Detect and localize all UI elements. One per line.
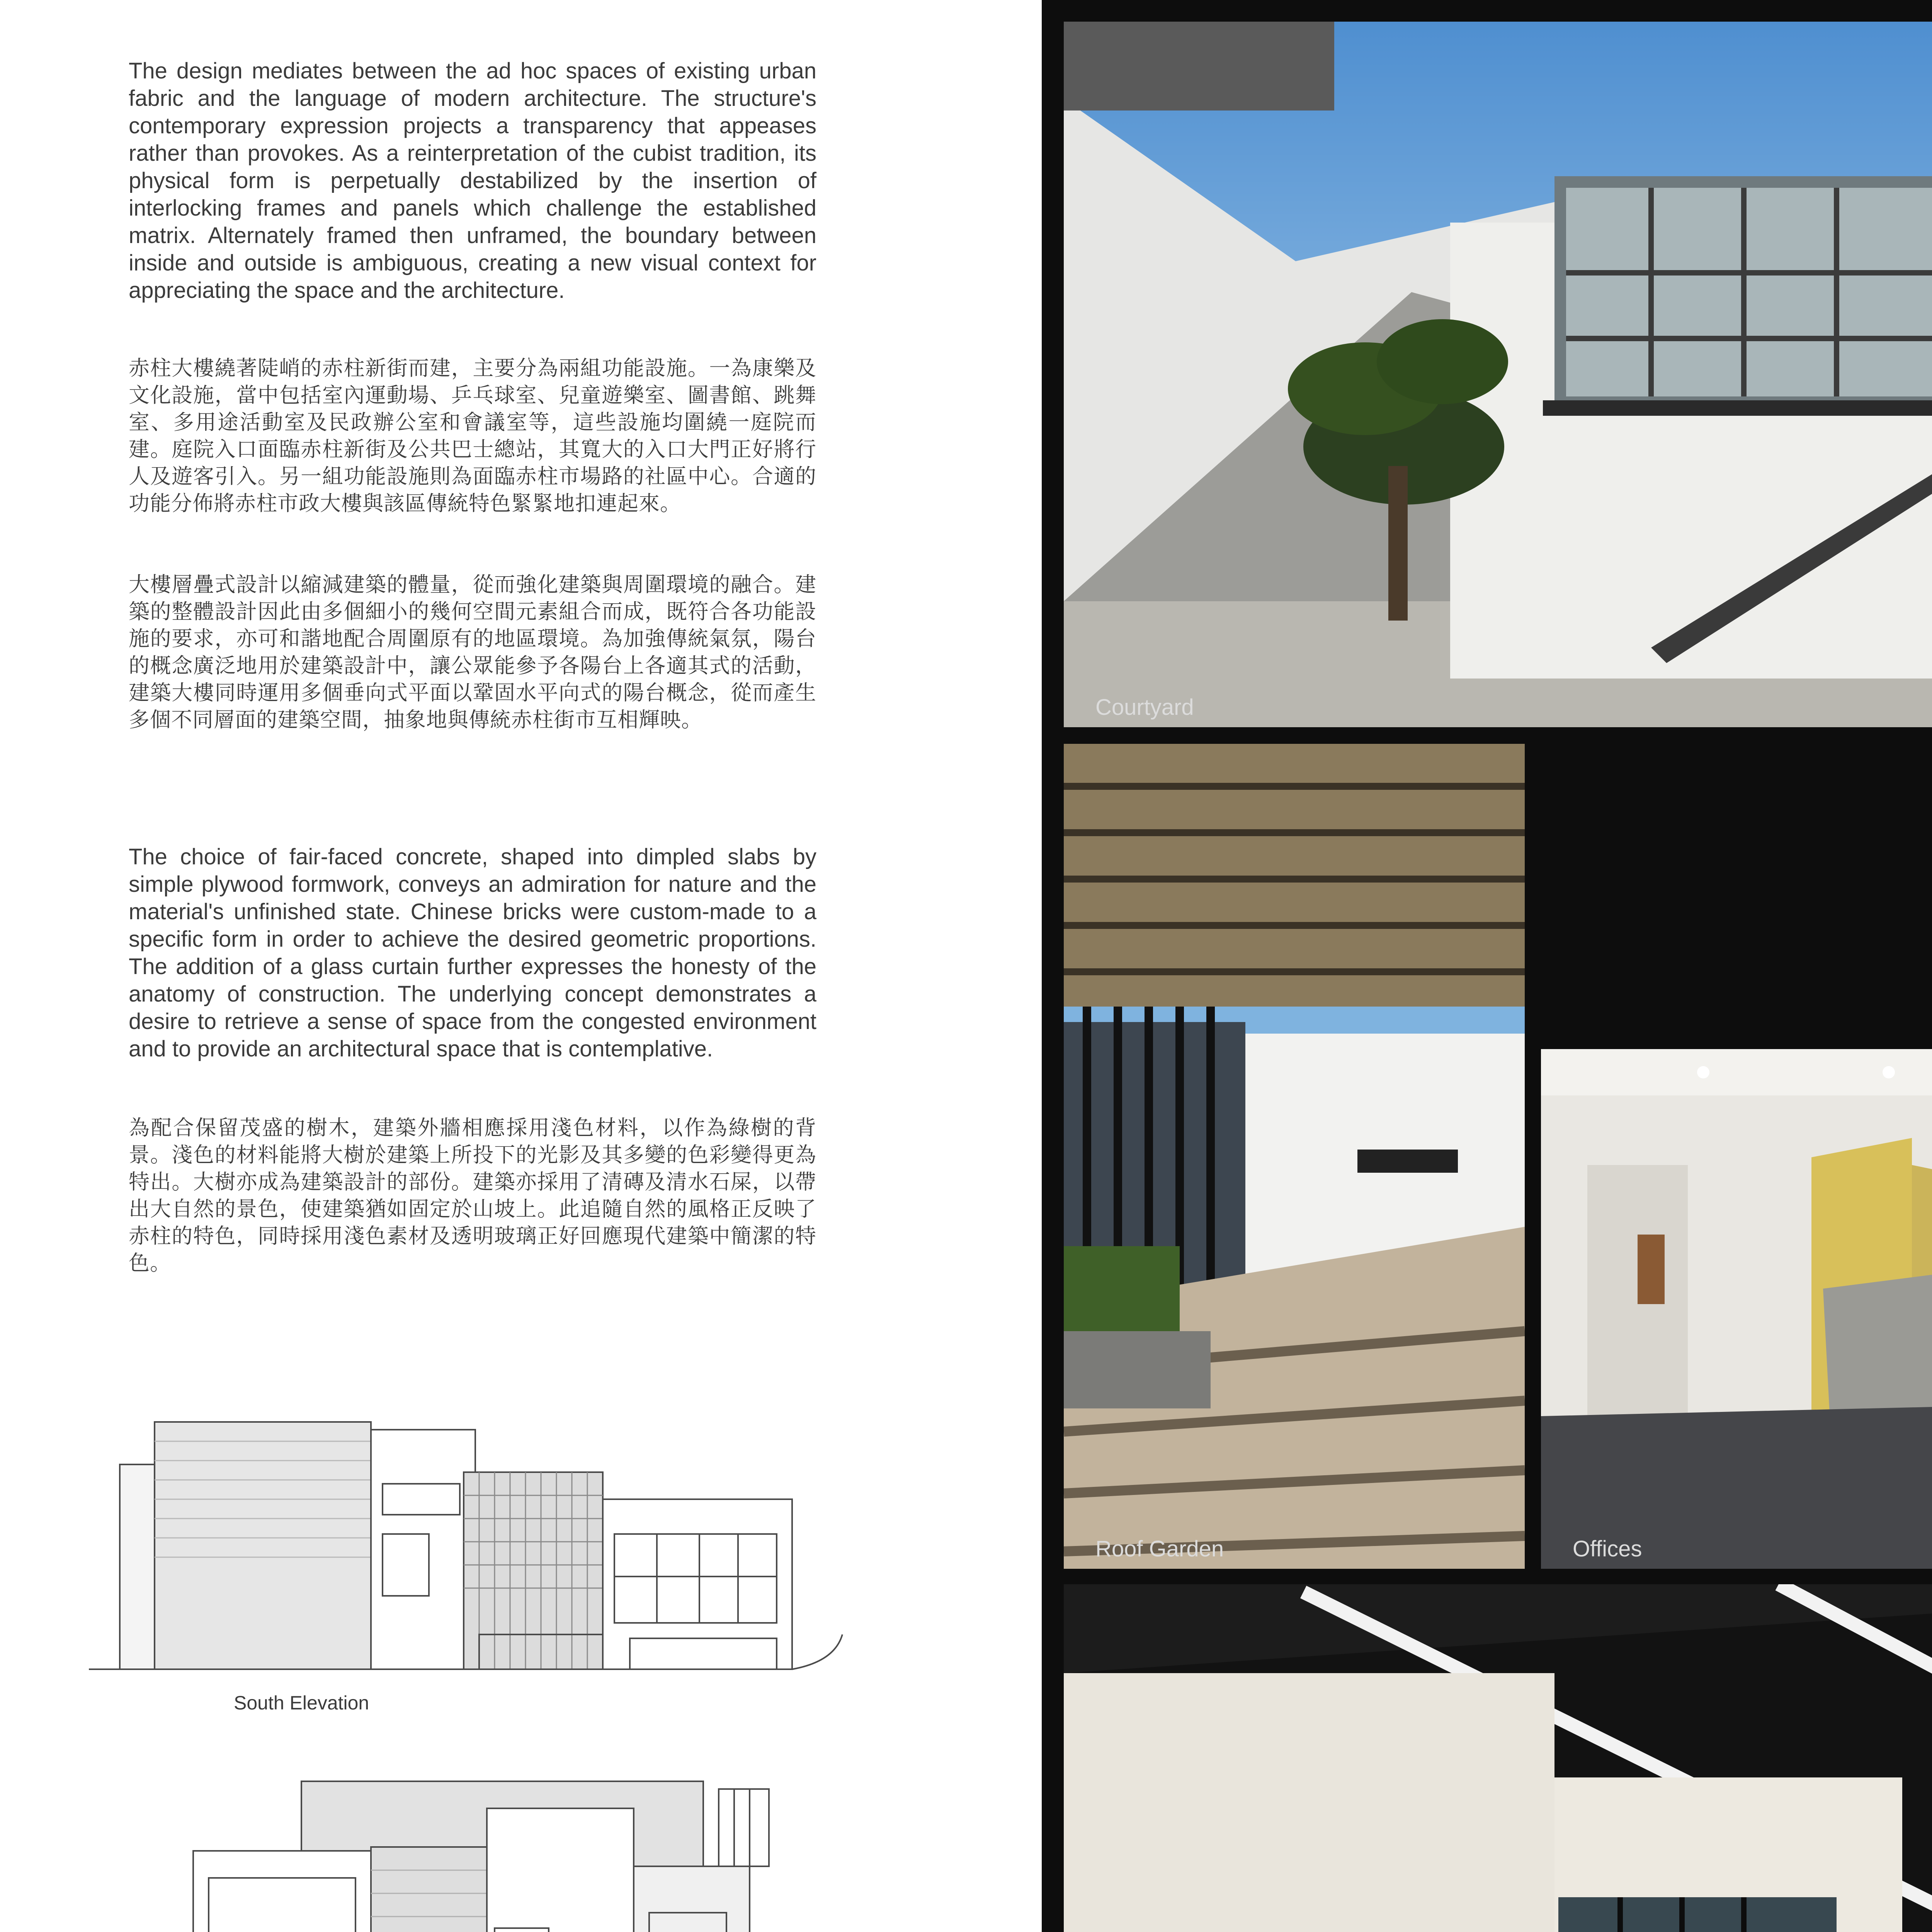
offices-photo bbox=[1541, 1049, 1932, 1569]
stanley-elevation-drawing bbox=[166, 1774, 823, 1932]
materials-paragraph-zh: 為配合保留茂盛的樹木，建築外牆相應採用淺色材料，以作為綠樹的背景。淺色的材料能將大樹於建築上所投下的光影及其多變的色彩變得更為特出。大樹亦成為建築設計的部份。建築亦採用了清磚及清水石屎，以帶出大自然的景色，使建築猶如固定於山坡上。此追隨自然的風格正反映了赤柱的特色，同時採用淺色素材及透明玻璃正好回應現代建築中簡潔的特色。 bbox=[129, 1116, 816, 1275]
materials-paragraph-en: The choice of fair-faced concrete, shaped into dimpled slabs by simple plywood formwork, conveys an admiration for nature and the material's unfinished state. Chinese bricks were custom-made to a specific form in order to achieve the desired geometric proportions. The addition of a glass curtain further expresses the honesty of the anatomy of construction. The underlying concept demonstrates a desire to retrieve a sense of space from the congested environment and to provide an architectural space that is contemplative. bbox=[129, 844, 816, 1061]
arena-photo bbox=[1064, 1584, 1932, 1932]
courtyard-label: Courtyard bbox=[1095, 695, 1194, 720]
intro-paragraph-en: The design mediates between the ad hoc spaces of existing urban fabric and the language of modern architecture. The structure's contemporary expression projects a transparency that appeases rather than provokes. As a reinterpretation of the cubist tradition, its physical form is perpetually destabilized by the insertion of interlocking frames and panels which challenge the established matrix. Alternately framed then unframed, the boundary between inside and outside is ambiguous, creating a new visual context for appreciating the space and the architecture. bbox=[129, 58, 816, 303]
intro-paragraph-zh: 赤柱大樓繞著陡峭的赤柱新街而建，主要分為兩組功能設施。一為康樂及文化設施，當中包括室內運動場、乒乓球室、兒童遊樂室、圖書館、跳舞室、多用途活動室及民政辦公室和會議室等，這些設施均圍繞一庭院而建。庭院入口面臨赤柱新街及公共巴士總站，其寬大的入口大門正好將行人及遊客引入。另一組功能設施則為面臨赤柱市場路的社區中心。合適的功能分佈將赤柱市政大樓與該區傳統特色緊緊地扣連起來。 bbox=[129, 356, 816, 515]
roof-garden-label: Roof Garden bbox=[1095, 1536, 1224, 1561]
roof-garden-photo bbox=[1064, 744, 1525, 1569]
offices-label: Offices bbox=[1573, 1536, 1642, 1561]
south-elevation-caption: South Elevation bbox=[234, 1692, 369, 1714]
south-elevation-drawing bbox=[89, 1406, 850, 1677]
massing-paragraph-zh: 大樓層疊式設計以縮減建築的體量，從而強化建築與周圍環境的融合。建築的整體設計因此由多個細小的幾何空間元素組合而成，既符合各功能設施的要求，亦可和諧地配合周圍原有的地區環境。為加強傳統氣氛，陽台的概念廣泛地用於建築設計中，讓公眾能參予各陽台上各適其式的活動，建築大樓同時運用多個垂向式平面以鞏固水平向式的陽台概念，從而產生多個不同層面的建築空間，抽象地與傳統赤柱街市互相輝映。 bbox=[129, 572, 816, 732]
courtyard-photo bbox=[1064, 22, 1932, 727]
